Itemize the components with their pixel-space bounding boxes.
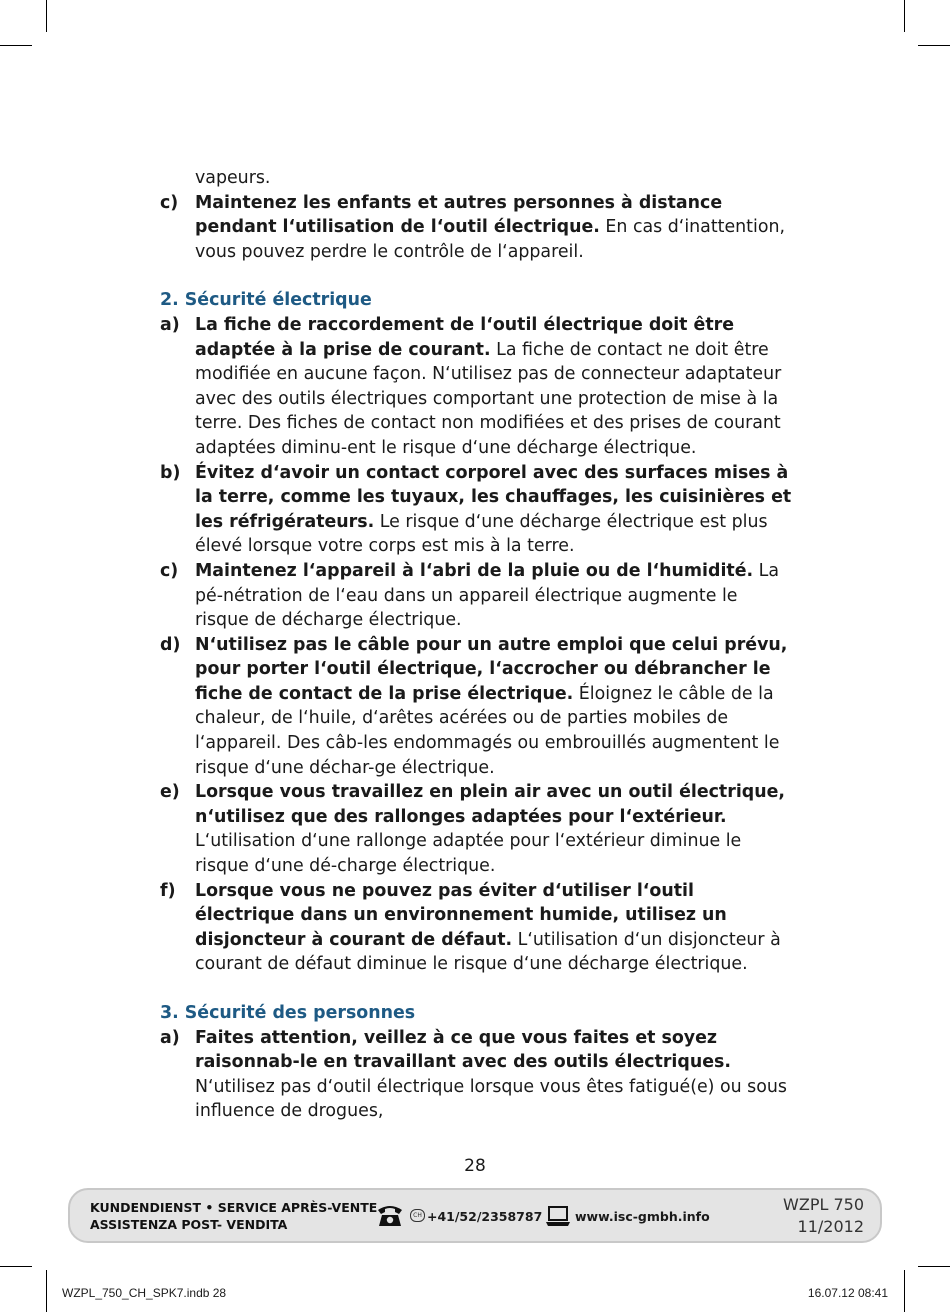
list-item bbox=[160, 559, 796, 633]
telephone-icon bbox=[376, 1202, 404, 1228]
item-text: Éloignez le câble de la chaleur, de l‘huile, d‘arêtes acérées ou de parties mobiles de l‘appareil. Des câb-les endommagés ou embrouillés augmentent le risque d‘une déchar-ge électrique. bbox=[195, 683, 780, 778]
crop-mark bbox=[904, 0, 905, 32]
item-body bbox=[195, 559, 796, 633]
crop-mark bbox=[0, 45, 32, 46]
crop-mark bbox=[918, 45, 950, 46]
item-letter: c) bbox=[160, 560, 179, 581]
ch-badge: CH bbox=[410, 1209, 425, 1222]
crop-mark bbox=[904, 1270, 905, 1312]
item-bold: N‘utilisez pas le câble pour un autre emploi que celui prévu, pour porter l‘outil électrique, l‘accrocher ou débrancher le fiche de contact de la prise électrique. bbox=[195, 634, 788, 704]
item-body bbox=[195, 313, 796, 461]
item-body bbox=[195, 780, 796, 878]
service-label-it: ASSISTENZA POST- VENDITA bbox=[90, 1217, 288, 1232]
crop-mark bbox=[0, 1266, 32, 1267]
item-letter: b) bbox=[160, 462, 181, 483]
continuation-text: vapeurs. bbox=[195, 168, 271, 188]
model-number: WZPL 750 bbox=[783, 1195, 864, 1214]
edition-date: 11/2012 bbox=[797, 1217, 864, 1236]
item-letter: d) bbox=[160, 634, 181, 655]
print-slug-file: WZPL_750_CH_SPK7.indb 28 bbox=[62, 1286, 227, 1300]
print-slug-timestamp: 16.07.12 08:41 bbox=[807, 1286, 888, 1300]
service-footer bbox=[68, 1188, 882, 1243]
item-letter: a) bbox=[160, 314, 180, 335]
laptop-icon bbox=[546, 1205, 570, 1227]
website-link[interactable]: www.isc-gmbh.info bbox=[575, 1209, 710, 1224]
item-text: La fiche de contact ne doit être modifiée en aucune façon. N‘utilisez pas de connecteur adaptateur avec des outils électriques comportant une protection de mise à la terre. Des fiches de contact non modifiées et des prises de courant adaptées diminu-ent le risque d‘une décharge électrique. bbox=[195, 339, 782, 458]
item-bold: La fiche de raccordement de l‘outil électrique doit être adaptée à la prise de courant. bbox=[195, 314, 735, 360]
item-bold: Lorsque vous travaillez en plein air avec un outil électrique, n‘utilisez que des rallonges adaptées pour l‘extérieur. bbox=[195, 782, 786, 827]
list-item bbox=[160, 313, 796, 461]
item-bold: Faites attention, veillez à ce que vous faites et soyez raisonnab-le en travaillant avec des outils électriques. bbox=[195, 1027, 731, 1073]
item-body bbox=[195, 633, 796, 781]
service-label: KUNDENDIENST • SERVICE APRÈS-VENTE bbox=[90, 1200, 378, 1215]
item-letter: c) bbox=[160, 192, 179, 213]
item-bold: Maintenez les enfants et autres personnes à distance pendant l‘utilisation de l‘outil électrique. bbox=[195, 192, 723, 238]
section-heading: 2. Sécurité électrique bbox=[160, 290, 372, 311]
crop-mark bbox=[46, 0, 47, 32]
item-letter: e) bbox=[160, 782, 180, 803]
item-text: L‘utilisation d‘une rallonge adaptée pour l‘extérieur diminue le risque d‘une dé-charge électrique. bbox=[195, 831, 742, 877]
item-bold: Lorsque vous ne pouvez pas éviter d‘utiliser l‘outil électrique dans un environnement humide, utilisez un disjoncteur à courant de défaut. bbox=[195, 880, 727, 950]
item-text: La pé-nétration de l‘eau dans un appareil électrique augmente le risque de décharge électrique. bbox=[195, 560, 779, 631]
item-body bbox=[195, 191, 796, 265]
list-item bbox=[160, 461, 796, 559]
item-body bbox=[195, 879, 796, 977]
section-heading: 3. Sécurité des personnes bbox=[160, 1003, 416, 1023]
list-item bbox=[160, 633, 796, 781]
item-body bbox=[195, 1026, 796, 1124]
list-item bbox=[160, 191, 796, 265]
list-item bbox=[160, 1026, 796, 1124]
phone-number[interactable]: +41/52/2358787 bbox=[427, 1209, 543, 1224]
item-text: N‘utilisez pas d‘outil électrique lorsque vous êtes fatigué(e) ou sous influence de drogues, bbox=[195, 1076, 787, 1122]
item-bold: Évitez d‘avoir un contact corporel avec des surfaces mises à la terre, comme les tuyaux, les chauffages, les cuisinières et les réfrigérateurs. bbox=[195, 462, 792, 532]
document-body bbox=[160, 166, 796, 1124]
item-body bbox=[195, 461, 796, 559]
item-letter: a) bbox=[160, 1027, 180, 1048]
item-bold: Maintenez l‘appareil à l‘abri de la pluie ou de l‘humidité. bbox=[195, 560, 754, 581]
crop-mark bbox=[46, 1270, 47, 1312]
crop-mark bbox=[918, 1266, 950, 1267]
item-text: L‘utilisation d‘un disjoncteur à courant de défaut diminue le risque d‘une décharge électrique. bbox=[195, 929, 781, 975]
item-text: Le risque d‘une décharge électrique est plus élevé lorsque votre corps est mis à la terre. bbox=[195, 511, 768, 557]
page-number: 28 bbox=[464, 1156, 486, 1176]
item-text: En cas d‘inattention, vous pouvez perdre le contrôle de l‘appareil. bbox=[195, 217, 786, 262]
item-letter: f) bbox=[160, 880, 176, 901]
list-item bbox=[160, 879, 796, 977]
list-item bbox=[160, 780, 796, 878]
